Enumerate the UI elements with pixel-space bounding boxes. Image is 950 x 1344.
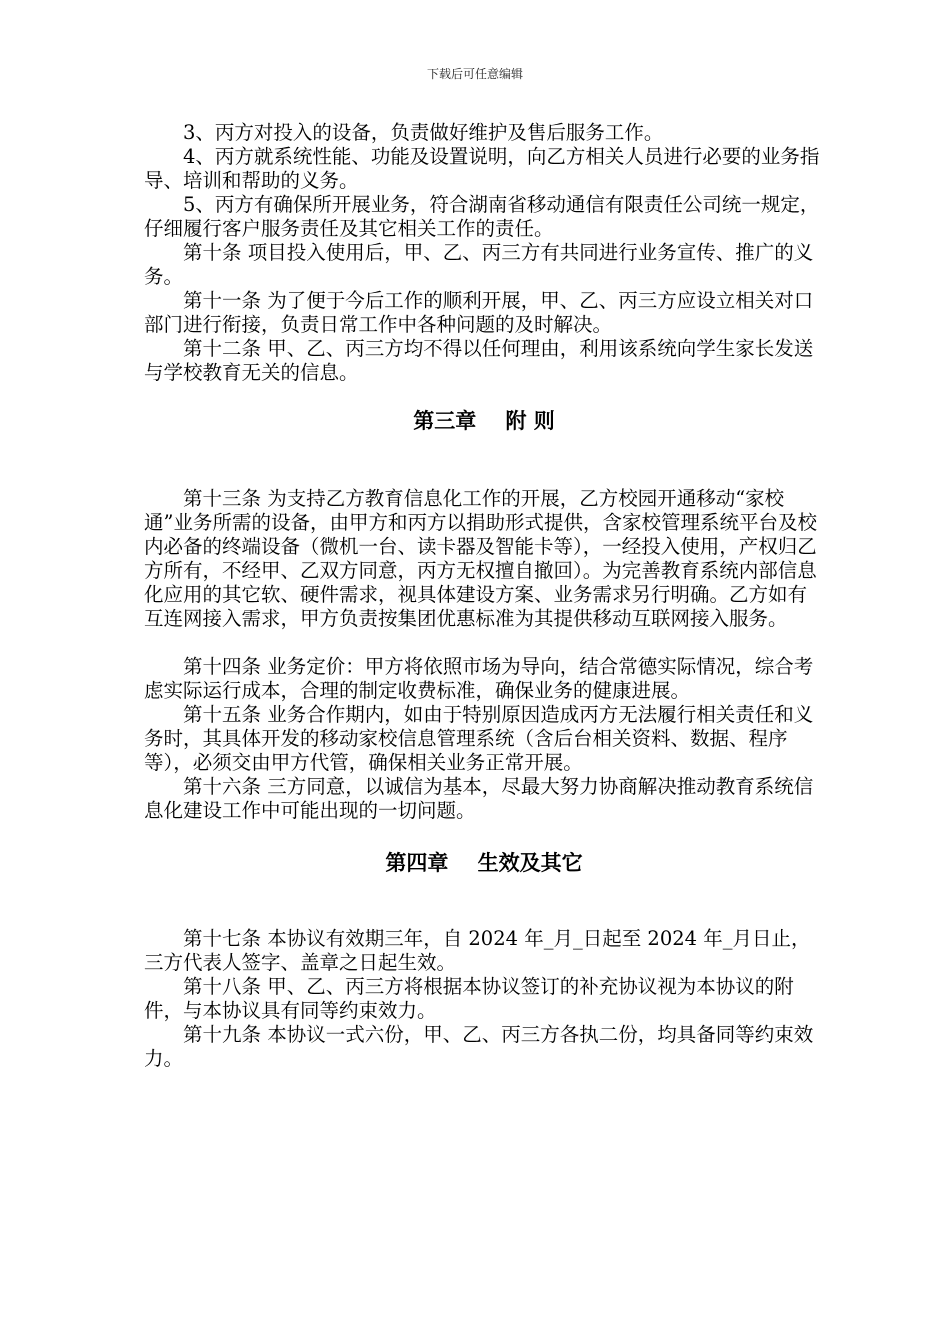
clause-paragraph: 第十四条 业务定价：甲方将依照市场为导向，结合常德实际情况，综合考虑实际运行成本，合理的制定收费标准，确保业务的健康进展。 [144,655,814,702]
clause-paragraph: 第十一条 为了便于今后工作的顺利开展，甲、乙、丙三方应设立相关对口部门进行衔接，负责日常工作中各种问题的及时解决。 [144,289,814,336]
clause-paragraph: 第十二条 甲、乙、丙三方均不得以任何理由，利用该系统向学生家长发送与学校教育无关的信息。 [144,337,814,384]
chapter-3-heading: 第三章 附 则 [413,408,555,433]
clause-paragraph: 5、丙方有确保所开展业务，符合湖南省移动通信有限责任公司统一规定，仔细履行客户服务责任及其它相关工作的责任。 [144,193,820,240]
clause-paragraph: 第十七条 本协议有效期三年，自 2024 年_月_日起至 2024 年_月日止，三方代表人签字、盖章之日起生效。 [144,927,811,974]
clause-paragraph: 第十条 项目投入使用后，甲、乙、丙三方有共同进行业务宣传、推广的义务。 [144,241,814,288]
clause-paragraph: 第十九条 本协议一式六份，甲、乙、丙三方各执二份，均具备同等约束效力。 [144,1023,814,1070]
clause-paragraph: 第十五条 业务合作期内，如由于特别原因造成丙方无法履行相关责任和义务时，其具体开发的移动家校信息管理系统（含后台相关资料、数据、程序等），必须交由甲方代管，确保相关业务正常开展。 [144,703,814,774]
clause-paragraph: 第十三条 为支持乙方教育信息化工作的开展，乙方校园开通移动“家校通”业务所需的设备，由甲方和丙方以捐助形式提供，含家校管理系统平台及校内必备的终端设备（微机一台、读卡器及智能卡等），一经投入使用，产权归乙方所有，不经甲、乙双方同意，丙方无权擅自撤回）。为完善教育系统内部信息化应用的其它软、硬件需求，视具体建设方案、业务需求另行明确。乙方如有互连网接入需求，甲方负责按集团优惠标准为其提供移动互联网接入服务。 [144,487,817,630]
clause-paragraph: 4、丙方就系统性能、功能及设置说明，向乙方相关人员进行必要的业务指导、培训和帮助的义务。 [144,145,820,192]
clause-paragraph: 3、丙方对投入的设备，负责做好维护及售后服务工作。 [183,121,664,144]
clause-paragraph: 第十六条 三方同意，以诚信为基本，尽最大努力协商解决推动教育系统信息化建设工作中可能出现的一切问题。 [144,775,814,822]
page-header-note: 下载后可任意编辑 [426,67,523,81]
chapter-4-heading: 第四章 生效及其它 [385,850,583,875]
document-body [144,121,824,1071]
clause-paragraph: 第十八条 甲、乙、丙三方将根据本协议签订的补充协议视为本协议的附件，与本协议具有同等约束效力。 [144,975,794,1022]
